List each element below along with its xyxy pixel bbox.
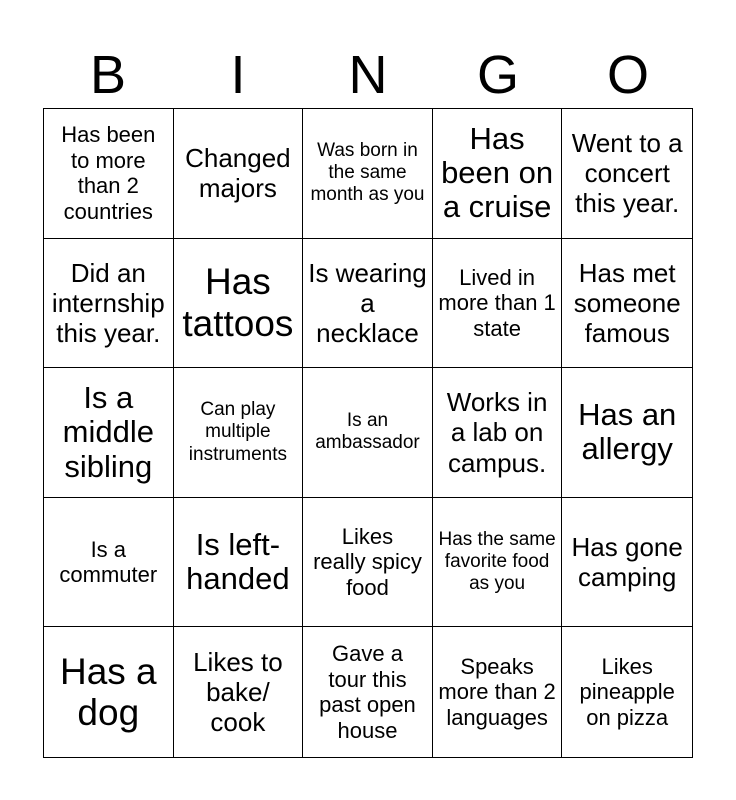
bingo-cell-r3c3[interactable] — [303, 368, 433, 498]
cell-text: Likes really spicy food — [313, 523, 422, 600]
bingo-cell-r5c4[interactable] — [433, 627, 563, 757]
bingo-cell-r4c3[interactable] — [303, 498, 433, 628]
bingo-cell-r1c4[interactable] — [433, 109, 563, 239]
bingo-header — [43, 42, 693, 108]
bingo-cell-r4c1[interactable] — [44, 498, 174, 628]
cell-text: Has met someone famous — [573, 257, 681, 348]
bingo-cell-r3c4[interactable] — [433, 368, 563, 498]
bingo-cell-r5c3[interactable] — [303, 627, 433, 757]
bingo-cell-r2c4[interactable] — [433, 239, 563, 369]
bingo-cell-r4c5[interactable] — [562, 498, 692, 628]
cell-text: Is left-handed — [186, 527, 290, 597]
header-letter-g: G — [476, 45, 519, 105]
cell-text: Has gone camping — [571, 531, 683, 593]
cell-text: Lived in more than 1 state — [438, 264, 556, 341]
cell-text: Has a dog — [59, 650, 157, 734]
bingo-cell-r2c2[interactable] — [174, 239, 304, 369]
cell-text: Can play multiple instruments — [188, 399, 287, 465]
bingo-cell-r3c2[interactable] — [174, 368, 304, 498]
bingo-cell-r5c2[interactable] — [174, 627, 304, 757]
header-letter-b: B — [89, 45, 127, 105]
cell-text: Has the same favorite food as you — [438, 529, 556, 595]
bingo-cell-r1c5[interactable] — [562, 109, 692, 239]
bingo-cell-r3c1[interactable] — [44, 368, 174, 498]
cell-text: Is a middle sibling — [62, 380, 154, 484]
cell-text: Likes to bake/ cook — [193, 646, 283, 738]
cell-text: Has tattoos — [182, 261, 294, 344]
cell-text: Is an ambassador — [315, 410, 420, 454]
bingo-cell-r2c5[interactable] — [562, 239, 692, 369]
bingo-cell-r5c5[interactable] — [562, 627, 692, 757]
bingo-cell-r5c1[interactable] — [44, 627, 174, 757]
cell-text: Likes pineapple on pizza — [579, 653, 675, 730]
header-letter-n: N — [348, 45, 388, 105]
cell-text: Was born in the same month as you — [310, 140, 425, 206]
header-letter-i: I — [230, 45, 246, 105]
cell-text: Changed majors — [185, 143, 291, 204]
cell-text: Is wearing a necklace — [308, 257, 427, 348]
cell-text: Is a commuter — [59, 536, 158, 588]
bingo-cell-r4c4[interactable] — [433, 498, 563, 628]
cell-text: Gave a tour this past open house — [319, 641, 416, 743]
bingo-cell-r4c2[interactable] — [174, 498, 304, 628]
bingo-cell-r1c2[interactable] — [174, 109, 304, 239]
cell-text: Speaks more than 2 languages — [438, 653, 556, 730]
bingo-cell-r2c1[interactable] — [44, 239, 174, 369]
cell-text: Has an allergy — [578, 397, 677, 467]
cell-text: Has been to more than 2 countries — [61, 122, 156, 224]
cell-text: Did an internship this year. — [51, 257, 165, 348]
cell-text: Works in a lab on campus. — [446, 387, 548, 478]
bingo-cell-r1c1[interactable] — [44, 109, 174, 239]
cell-text: Has been on a cruise — [441, 121, 554, 225]
cell-text: Went to a concert this year. — [571, 128, 683, 219]
bingo-board — [43, 108, 693, 758]
bingo-cell-r1c3[interactable] — [303, 109, 433, 239]
header-letter-o: O — [606, 45, 649, 105]
bingo-cell-r3c5[interactable] — [562, 368, 692, 498]
bingo-cell-r2c3[interactable] — [303, 239, 433, 369]
